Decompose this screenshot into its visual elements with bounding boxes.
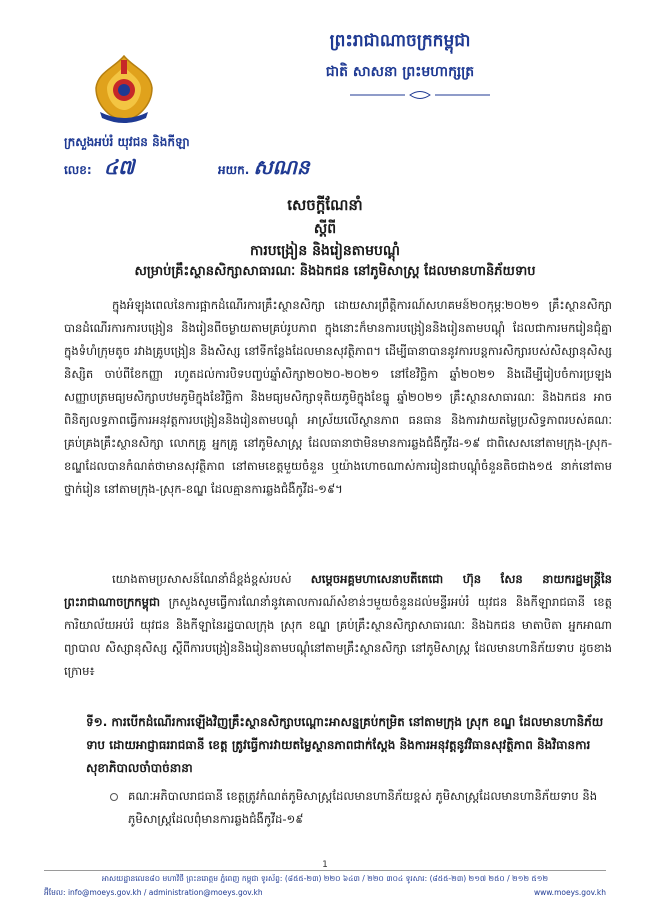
reference-code: សណន (253, 155, 310, 179)
prime-minister-name: សម្តេចអគ្គមហាសេនាបតីតេជោ ហ៊ុន សែន នាយករដ្ឋមន្ត្រីនៃព្រះរាជាណាចក្រកម្ពុជា (64, 572, 612, 609)
bullet-item-1: គណៈអភិបាលរាជធានី ខេត្តត្រូវកំណត់ភូមិសាស្ត្រដែលមានហានិភ័យខ្ពស់ ភូមិសាស្ត្រដែលមានហានិភ័យទាប និងភូមិសាស្ត្រដែលពុំមានការឆ្លងជំងឺកូវីដ-១៩ (128, 789, 598, 826)
body-paragraph-1: ក្នុងអំឡុងពេលនៃការផ្អាកដំណើរការគ្រឹះស្ថានសិក្សា ដោយសារព្រឹត្តិការណ៍សហគមន៍២០កុម្ភៈ២០២១ គ្រឹះស្ថានសិក្សាបានដំណើរការការបង្រៀន និងរៀនពីចម្ងាយតាមគ្រប់រូបភាព ក្នុងនោះក៏មានការបង្រៀននិងរៀនតាមបណ្តុំ ដែលជាការមករៀនជុំគ្នាក្នុងទំហំក្រុមតូច រវាងគ្រូបង្រៀន និងសិស្ស នៅទីកន្លែងដែលមានសុវត្ថិភាព។ ដើម្បីធានាបាននូវការបន្តការសិក្សារបស់សិស្សានុសិស្ស និស្សិត ចាប់ពីខែកញ្ញា រហូតដល់ការបិទបញ្ចប់ឆ្នាំសិក្សា២០២០-២០២១ នៅខែវិច្ឆិកា ឆ្នាំ២០២១ និងដើម្បីរៀបចំការប្រឡងសញ្ញាបត្រមធ្យមសិក្សាបឋមភូមិក្នុងខែវិច្ឆិកា និងមធ្យមសិក្សាទុតិយភូមិក្នុងខែធ្នូ ឆ្នាំ២០២១ គ្រឹះស្ថានសាធារណៈ និងឯកជន អាចពិនិត្យលទ្ធភាពធ្វើការអនុវត្តការបង្រៀននិងរៀនតាមបណ្តុំ អាស្រ័យលើស្ថានភាព ធនធាន និងការវាយតម្លៃប្រសិទ្ធភាពរបស់គណៈគ្រប់គ្រងគ្រឹះស្ថានសិក្សា លោកគ្រូ អ្នកគ្រូ នៅភូមិសាស្ត្រ ដែលធានាថាមិនមានការឆ្លងជំងឺកូវីដ-១៩ ជាពិសេសនៅតាមក្រុង-ស្រុក-ខណ្ឌដែលបានកំណត់ថាមានសុវត្ថិភាព នៅតាមខេត្តមួយចំនួន ឬយ៉ាងហោចណាស់ការរៀនជាបណ្តុំចំនួនតិចជាង១៥ នាក់នៅតាមថ្នាក់រៀន នៅតាមក្រុង-ស្រុក-ខណ្ឌ ដែលគ្មានការឆ្លងជំងឺកូវីដ-១៩។ (64, 298, 612, 496)
document-subject: ការបង្រៀន និងរៀនតាមបណ្តុំ (249, 243, 400, 259)
footer-address: អាសយដ្ឋានលេខ៨០ មហាវិថី ព្រះនរោត្តម ភ្នំពេញ កម្ពុជា ទូរស័ព្ទ: (៨៥៥-២៣) ២២០ ៦៤៣ / ២២០ ៣០៤ ទូរសារ: (៨៥៥-២៣) ២១៧ ២៥០ / ២១២ ៥១២ (101, 874, 549, 883)
footer-email: អ៊ីមែល: info@moeys.gov.kh / administration@moeys.gov.kh (44, 888, 263, 897)
footer-website: www.moeys.gov.kh (533, 888, 606, 897)
page-number: 1 (322, 860, 328, 870)
footer-divider (44, 870, 606, 871)
national-motto: ជាតិ សាសនា ព្រះមហាក្សត្រ (325, 64, 475, 80)
document-subtitle-about: ស្តីពី (313, 221, 337, 237)
ministry-name: ក្រសួងអប់រំ យុវជន និងកីឡា (64, 135, 190, 149)
reference-number: ៤៧ (103, 155, 135, 179)
document-scope: សម្រាប់គ្រឹះស្ថានសិក្សាសាធារណៈ និងឯកជន នៅភូមិសាស្ត្រ ដែលមានហានិភ័យទាប (134, 264, 536, 279)
reference-type: អយក. (218, 163, 250, 177)
decorative-divider (350, 90, 490, 100)
reference-line (64, 154, 310, 184)
paragraph-2-prefix: យោងតាមប្រសាសន៍ណែនាំដ៏ខ្ពង់ខ្ពស់របស់ (112, 572, 292, 586)
body-paragraph-2 (64, 568, 612, 683)
article-1: ទី១. ការបើកដំណើរការឡើងវិញគ្រឹះស្ថានសិក្សាបណ្តោះអាសន្នគ្រប់កម្រិត នៅតាមក្រុង ស្រុក ខណ្ឌ ដែលមានហានិភ័យទាប ដោយអាជ្ញាធររាជធានី ខេត្ត ត្រូវធ្វើការវាយតម្លៃស្ថានភាពជាក់ស្តែង និងការអនុវត្តនូវវិធានសុវត្ថិភាព និងវិធានការសុខាភិបាលចាំបាច់នានា (86, 715, 604, 775)
bullet-circle-icon (110, 793, 118, 801)
kingdom-heading: ព្រះរាជាណាចក្រកម្ពុជា (329, 31, 471, 51)
paragraph-2-text: ក្រសួងសូមធ្វើការណែនាំនូវគោលការណ៍សំខាន់ៗមួយចំនួនដល់មន្ទីរអប់រំ យុវជន និងកីឡារាជធានី ខេត្ត ការិយាល័យអប់រំ យុវជន និងកីឡានៃរដ្ឋបាលក្រុង ស្រុក ខណ្ឌ គ្រប់គ្រឹះស្ថានសិក្សាសាធារណៈ និងឯកជន មាតាបិតា អ្នកអាណាព្យាបាល សិស្សានុសិស្ស ស្តីពីការបង្រៀននិងរៀនតាមបណ្តុំនៅតាមគ្រឹះស្ថានសិក្សា នៅភូមិសាស្ត្រ ដែលមានហានិភ័យទាប ដូចខាងក្រោម៖ (64, 595, 613, 678)
footer-contact (44, 888, 606, 899)
reference-label: លេខ: (64, 163, 92, 177)
document-title: សេចក្តីណែនាំ (287, 196, 363, 214)
